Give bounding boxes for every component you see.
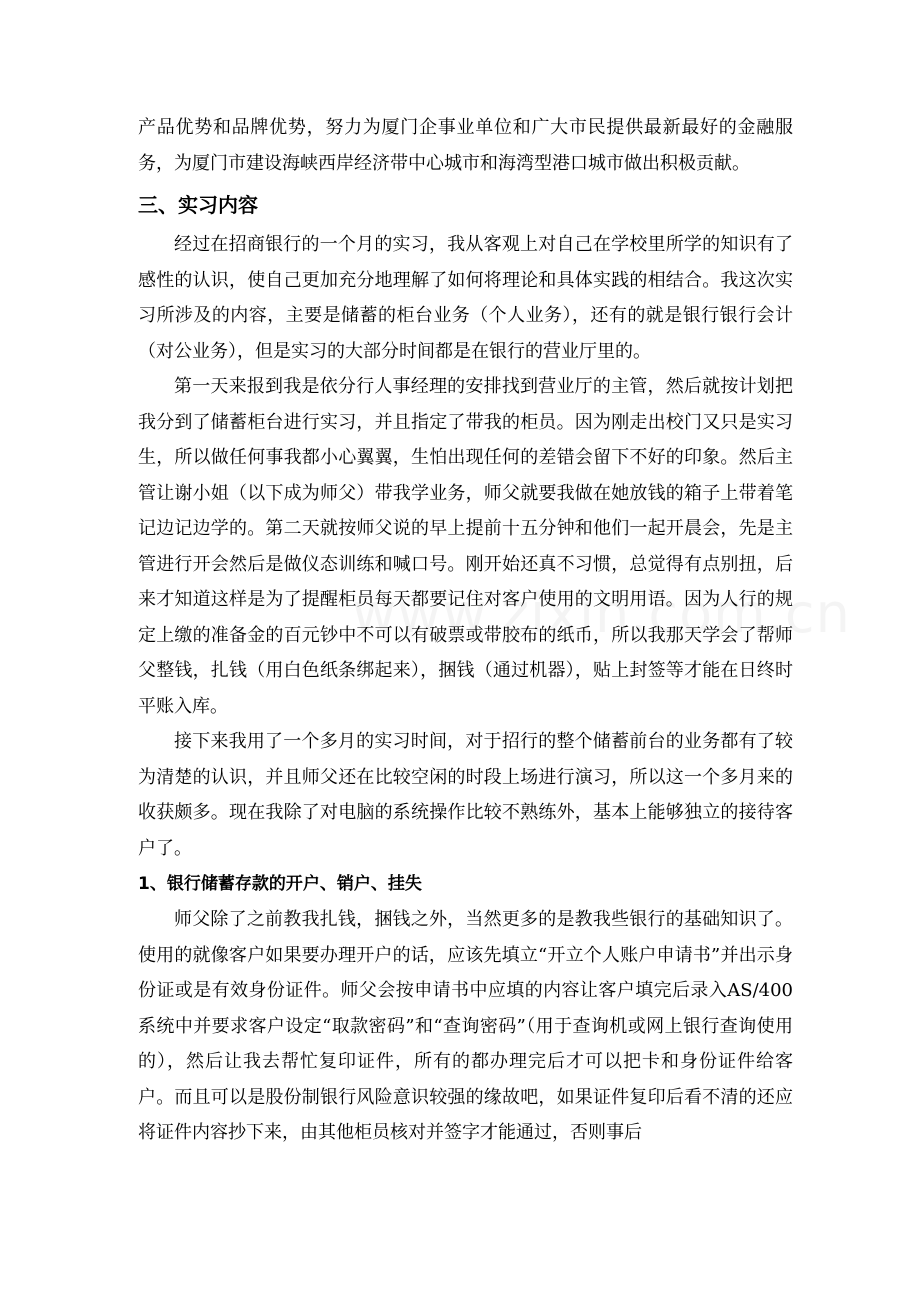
paragraph-first-day: 第一天来报到我是依分行人事经理的安排找到营业厅的主管，然后就按计划把我分到了储蓄柜台进行实习，并且指定了带我的柜员。因为刚走出校门又只是实习生，所以做任何事我都小心翼翼，生怕出现任何的差错会留下不好的印象。然后主管让谢小姐（以下成为师父）带我学业务，师父就要我做在她放钱的箱子上带着笔记边记边学的。第二天就按师父说的早上提前十五分钟和他们一起开晨会，先是主管进行开会然后是做仪态训练和喊口号。刚开始还真不习惯，总觉得有点别扭，后来才知道这样是为了提醒柜员每天都要记住对客户使用的文明用语。因为人行的规定上缴的准备金的百元钞中不可以有破票或带胶布的纸币，所以我那天学会了帮师父整钱，扎钱（用白色纸条绑起来），捆钱（通过机器），贴上封签等才能在日终时平账入库。 xyxy=(138,376,793,717)
document-page xyxy=(138,110,793,1151)
intro-paragraph: 产品优势和品牌优势，努力为厦门企事业单位和广大市民提供最新最好的金融服务，为厦门市建设海峡西岸经济带中心城市和海湾型港口城市做出积极贡献。 xyxy=(138,117,793,174)
section-heading: 三、实习内容 xyxy=(138,193,258,217)
paragraph-account-opening: 师父除了之前教我扎钱，捆钱之外，当然更多的是教我些银行的基础知识了。使用的就像客户如果要办理开户的话，应该先填立“开立个人账户申请书”并出示身份证或是有效身份证件。师父会按申请书中应填的内容让客户填完后录入AS/400系统中并要求客户设定“取款密码”和“查询密码”（用于查询机或网上银行查询使用的），然后让我去帮忙复印证件，所有的都办理完后才可以把卡和身份证件给客户。而且可以是股份制银行风险意识较强的缘故吧，如果证件复印后看不清的还应将证件内容抄下来，由其他柜员核对并签字才能通过，否则事后 xyxy=(138,909,793,1143)
paragraph-progress: 接下来我用了一个多月的实习时间，对于招行的整个储蓄前台的业务都有了较为清楚的认识，并且师父还在比较空闲的时段上场进行演习，所以这一个多月来的收获颇多。现在我除了对电脑的系统操作比较不熟练外，基本上能够独立的接待客户了。 xyxy=(138,731,793,859)
subsection-heading: 1、银行储蓄存款的开户、销户、挂失 xyxy=(138,874,422,894)
paragraph-internship-overview: 经过在招商银行的一个月的实习，我从客观上对自己在学校里所学的知识有了感性的认识，使自己更加充分地理解了如何将理论和具体实践的相结合。我这次实习所涉及的内容，主要是储蓄的柜台业务（个人业务），还有的就是银行银行会计（对公业务），但是实习的大部分时间都是在银行的营业厅里的。 xyxy=(138,234,793,362)
